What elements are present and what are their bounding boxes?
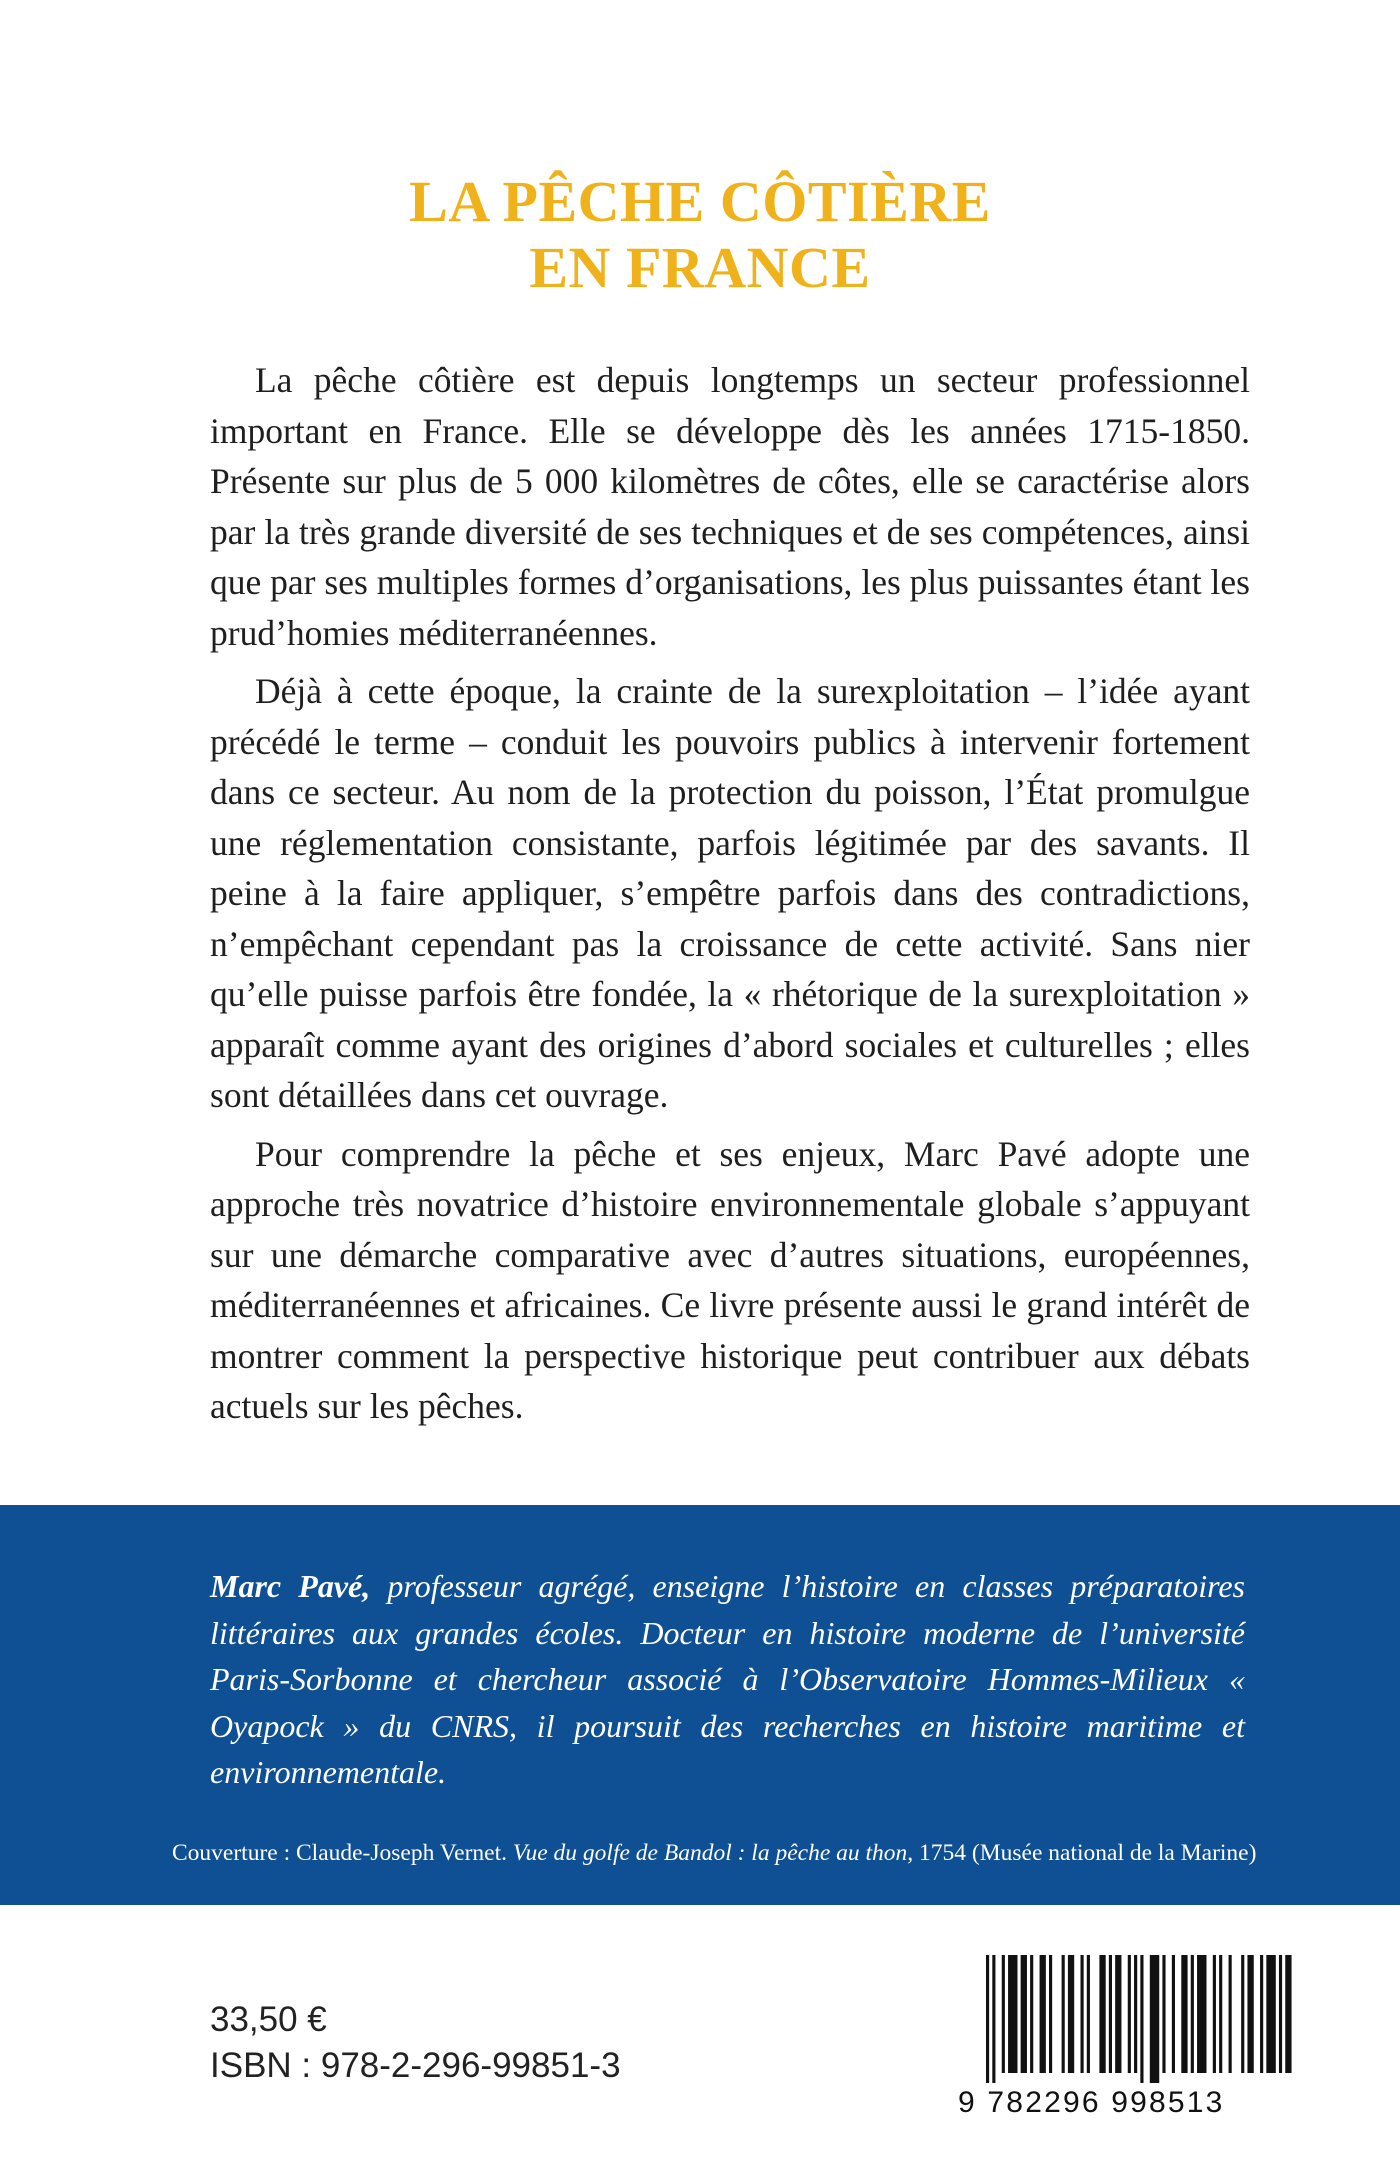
barcode-bar bbox=[1150, 1955, 1159, 2083]
barcode-bar bbox=[1229, 1955, 1232, 2073]
barcode-bar bbox=[1021, 1955, 1027, 2073]
cover-credit-work-title: Vue du golfe de Bandol : la pêche au thon bbox=[512, 1840, 908, 1866]
barcode-bar bbox=[1197, 1955, 1206, 2073]
price: 33,50 € bbox=[210, 2000, 327, 2039]
barcode-bar bbox=[1040, 1955, 1046, 2073]
isbn: ISBN : 978-2-296-99851-3 bbox=[210, 2046, 621, 2085]
book-description bbox=[210, 355, 1250, 1440]
barcode-bar bbox=[1109, 1955, 1112, 2073]
barcode-bar bbox=[1128, 1955, 1131, 2073]
barcode-bar bbox=[1219, 1955, 1222, 2073]
barcode-bar bbox=[1241, 1955, 1244, 2073]
description-paragraph-1: La pêche côtière est depuis longtemps un secteur professionnel important en France. Elle se développe dès les années 1715-1850. Présente sur plus de 5 000 kilomètres de côtes, elle se caractérise alors par la très grande diversité de ses techniques et de ses compétences, ainsi que par ses multiples formes d’organisations, les plus puissantes étant les prud’homies méditerranéennes. bbox=[210, 360, 1250, 653]
barcode-bar bbox=[1279, 1955, 1282, 2073]
barcode-digits: 9 782296 998513 bbox=[958, 2086, 1225, 2119]
barcode-bar bbox=[992, 1955, 995, 2083]
author-band bbox=[0, 1505, 1400, 1905]
book-title-line-2: EN FRANCE bbox=[529, 234, 871, 300]
cover-credit bbox=[172, 1838, 1302, 1868]
barcode-bar bbox=[1030, 1955, 1033, 2073]
author-name: Marc Pavé, bbox=[210, 1568, 371, 1604]
barcode-bar bbox=[1285, 1955, 1291, 2073]
barcode-bar bbox=[1266, 1955, 1275, 2073]
barcode-bar bbox=[1172, 1955, 1175, 2073]
barcode-bar bbox=[1162, 1955, 1165, 2073]
description-paragraph-2: Déjà à cette époque, la crainte de la surexploitation – l’idée ayant précédé le terme – conduit les pouvoirs publics à intervenir fortement dans ce secteur. Au nom de la protection du poisson, l’État promulgue une réglementation consistante, parfois légitimée par des savants. Il peine à la faire appliquer, s’empêtre parfois dans des contradictions, n’empêchant cependant pas la croissance de cette activité. Sans nier qu’elle puisse parfois être fondée, la « rhétorique de la surexploitation » apparaît comme ayant des origines d’abord sociales et culturelles ; elles sont détaillées dans cet ouvrage. bbox=[210, 671, 1250, 1115]
barcode-bar bbox=[1140, 1955, 1143, 2083]
barcode-bar bbox=[1068, 1955, 1074, 2073]
barcode-bar bbox=[1081, 1955, 1084, 2073]
barcode-bar bbox=[986, 1955, 989, 2083]
barcode-bar bbox=[1062, 1955, 1065, 2073]
author-bio-text: professeur agrégé, enseigne l’histoire en classes préparatoires littéraires aux grandes écoles. Docteur en histoire moderne de l’université Paris-Sorbonne et chercheur associé à l’Observatoire Hommes-Milieux « Oyapock » du CNRS, il poursuit des recherches en histoire maritime et environnementale. bbox=[210, 1568, 1246, 1790]
barcode bbox=[958, 1955, 1300, 2125]
author-bio bbox=[210, 1563, 1245, 1796]
barcode-bars bbox=[986, 1955, 1292, 2083]
barcode-bar bbox=[1260, 1955, 1263, 2073]
barcode-bar bbox=[1002, 1955, 1005, 2073]
description-paragraph-3: Pour comprendre la pêche et ses enjeux, Marc Pavé adopte une approche très novatrice d’histoire environnementale globale s’appuyant sur une démarche comparative avec d’autres situations, européennes, méditerranéennes et africaines. Ce livre présente aussi le grand intérêt de montrer comment la perspective historique peut contribuer aux débats actuels sur les pêches. bbox=[210, 1133, 1250, 1426]
book-title bbox=[0, 169, 1400, 301]
barcode-bar bbox=[1049, 1955, 1052, 2073]
barcode-bar bbox=[1115, 1955, 1121, 2073]
barcode-bar bbox=[1134, 1955, 1137, 2073]
barcode-bar bbox=[1247, 1955, 1253, 2073]
barcode-bar bbox=[1008, 1955, 1017, 2073]
barcode-bar bbox=[1087, 1955, 1090, 2073]
barcode-bar bbox=[1181, 1955, 1187, 2073]
barcode-bar bbox=[1191, 1955, 1194, 2073]
cover-credit-prefix: Couverture : Claude-Joseph Vernet. bbox=[172, 1840, 513, 1866]
cover-credit-suffix: , 1754 (Musée national de la Marine) bbox=[907, 1840, 1257, 1866]
barcode-bar bbox=[1099, 1955, 1105, 2073]
barcode-bar bbox=[1213, 1955, 1216, 2073]
book-title-line-1: LA PÊCHE CÔTIÈRE bbox=[409, 168, 991, 234]
